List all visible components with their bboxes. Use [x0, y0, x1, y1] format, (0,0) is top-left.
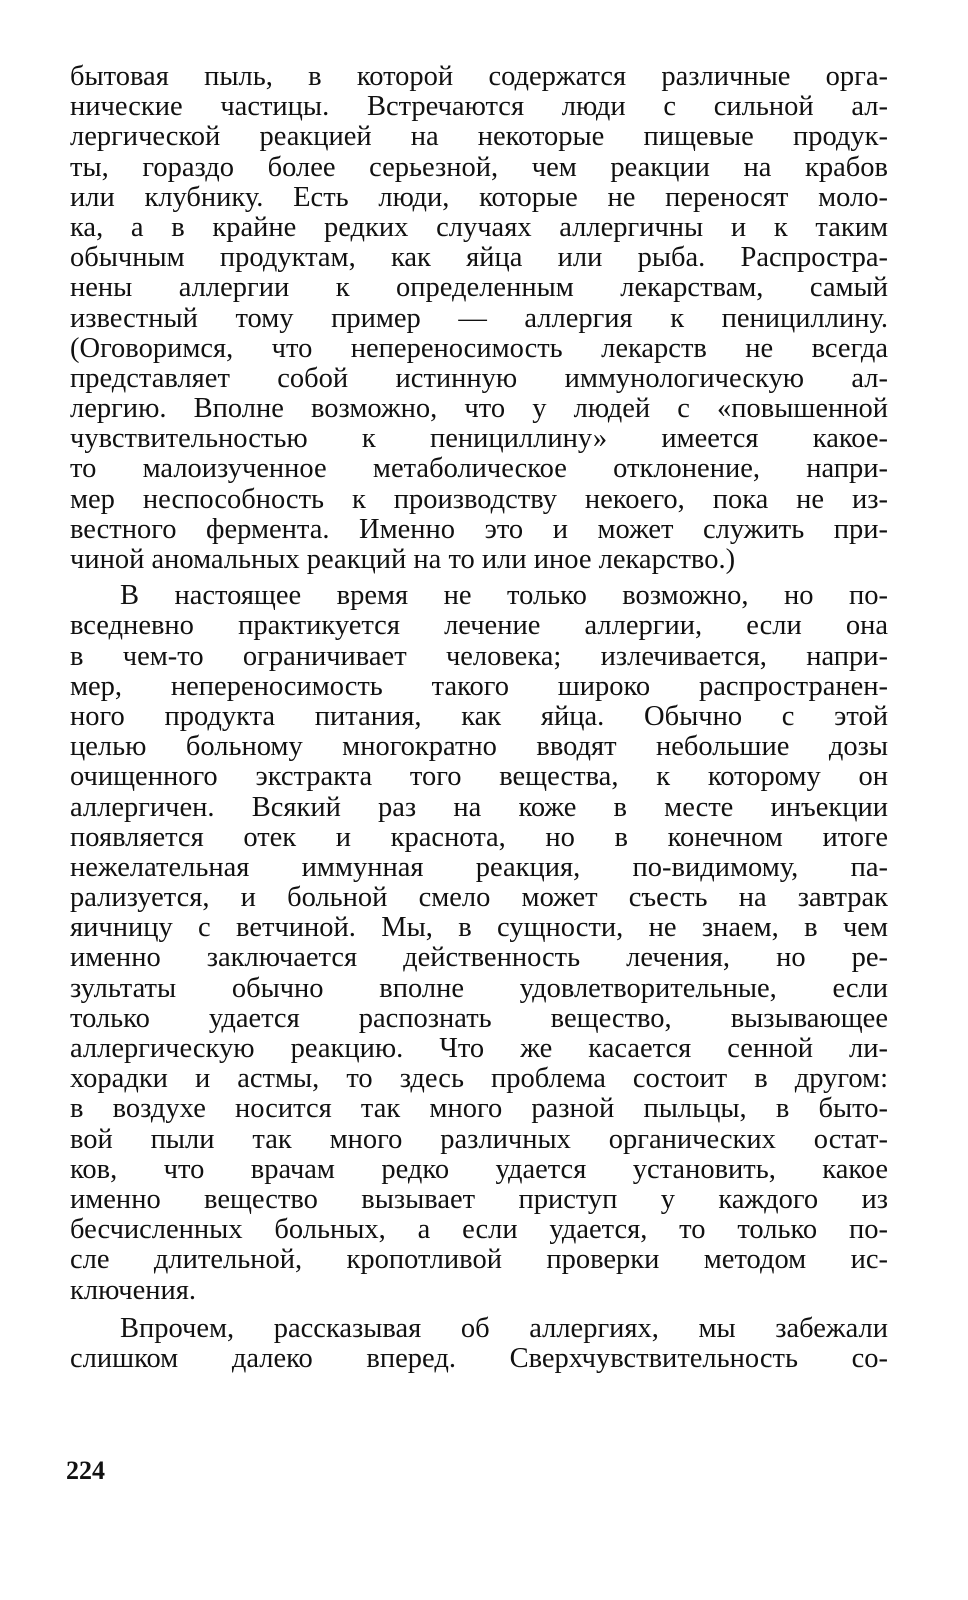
text-line: вой пыли так много различных органических остат- — [70, 1123, 888, 1155]
page-number: 224 — [66, 1456, 105, 1485]
text-line: вседневно практикуется лечение аллергии, если она — [70, 610, 888, 642]
text-line: ка, а в крайне редких случаях аллергичны и к таким — [70, 211, 888, 243]
text-line: бесчисленных больных, а если удается, то только по- — [70, 1214, 888, 1246]
text-line: или клубнику. Есть люди, которые не переносят моло- — [70, 181, 888, 213]
text-line: аллергичен. Всякий раз на коже в месте инъекции — [70, 791, 888, 823]
text-line: слишком далеко вперед. Сверхчувствительность со- — [70, 1342, 888, 1374]
text-line: ного продукта питания, как яйца. Обычно с этой — [70, 700, 888, 732]
text-line: обычным продуктам, как яйца или рыба. Распростра- — [70, 242, 888, 274]
text-line: в воздухе носится так много разной пыльцы, в быто- — [70, 1093, 888, 1125]
text-line: ты, гораздо более серьезной, чем реакции на крабов — [70, 151, 888, 183]
text-line: бытовая пыль, в которой содержатся различные орга- — [70, 61, 888, 92]
text-line: чиной аномальных реакций на то или иное лекарство.) — [70, 544, 736, 575]
text-line: в чем-то ограничивает человека; излечивается, напри- — [70, 640, 888, 672]
text-line: нические частицы. Встречаются люди с сильной ал- — [70, 91, 888, 123]
text-line: известный тому пример — аллергия к пенициллину. — [70, 302, 888, 334]
text-line: именно вещество вызывает приступ у каждого из — [70, 1183, 888, 1215]
text-line: Впрочем, рассказывая об аллергиях, мы забежали — [120, 1312, 888, 1344]
text-line: только удается распознать вещество, вызывающее — [70, 1002, 888, 1034]
text-line: представляет собой истинную иммунологическую ал- — [70, 362, 888, 394]
text-line: рализуется, и больной смело может съесть на завтрак — [70, 882, 888, 914]
text-line: лергической реакцией на некоторые пищевые продук- — [70, 121, 888, 153]
text-line: сле длительной, кропотливой проверки методом ис- — [70, 1244, 888, 1276]
text-line: очищенного экстракта того вещества, к которому он — [70, 761, 888, 793]
text-line: нежелательная иммунная реакция, по-видимому, па- — [70, 851, 888, 883]
text-line: зультаты обычно вполне удовлетворительные, если — [70, 972, 888, 1004]
text-line: вестного фермента. Именно это и может служить при- — [70, 513, 888, 545]
text-line: хорадки и астмы, то здесь проблема состоит в другом: — [70, 1063, 888, 1095]
text-line: ков, что врачам редко удается установить, какое — [70, 1153, 888, 1185]
text-line: нены аллергии к определенным лекарствам, самый — [70, 272, 888, 304]
body-text — [70, 62, 888, 1374]
text-line: появляется отек и краснота, но в конечном итоге — [70, 821, 888, 853]
text-line: мер, непереносимость такого широко распространен- — [70, 670, 888, 702]
text-line: лергию. Вполне возможно, что у людей с «повышенной — [70, 393, 888, 425]
text-line: аллергическую реакцию. Что же касается сенной ли- — [70, 1033, 888, 1064]
text-line: мер неспособность к производству некоего, пока не из- — [70, 483, 888, 515]
text-line: чувствительностью к пенициллину» имеется какое- — [70, 423, 888, 455]
text-line: именно заключается действенность лечения, но ре- — [70, 942, 888, 974]
text-line: ключения. — [70, 1274, 196, 1306]
text-line: целью больному многократно вводят небольшие дозы — [70, 731, 888, 763]
text-line: то малоизученное метаболическое отклонение, напри- — [70, 453, 888, 485]
text-line: яичницу с ветчиной. Мы, в сущности, не знаем, в чем — [70, 912, 888, 944]
text-line: (Оговоримся, что непереносимость лекарств не всегда — [70, 332, 888, 364]
text-line: В настоящее время не только возможно, но по- — [120, 580, 888, 612]
